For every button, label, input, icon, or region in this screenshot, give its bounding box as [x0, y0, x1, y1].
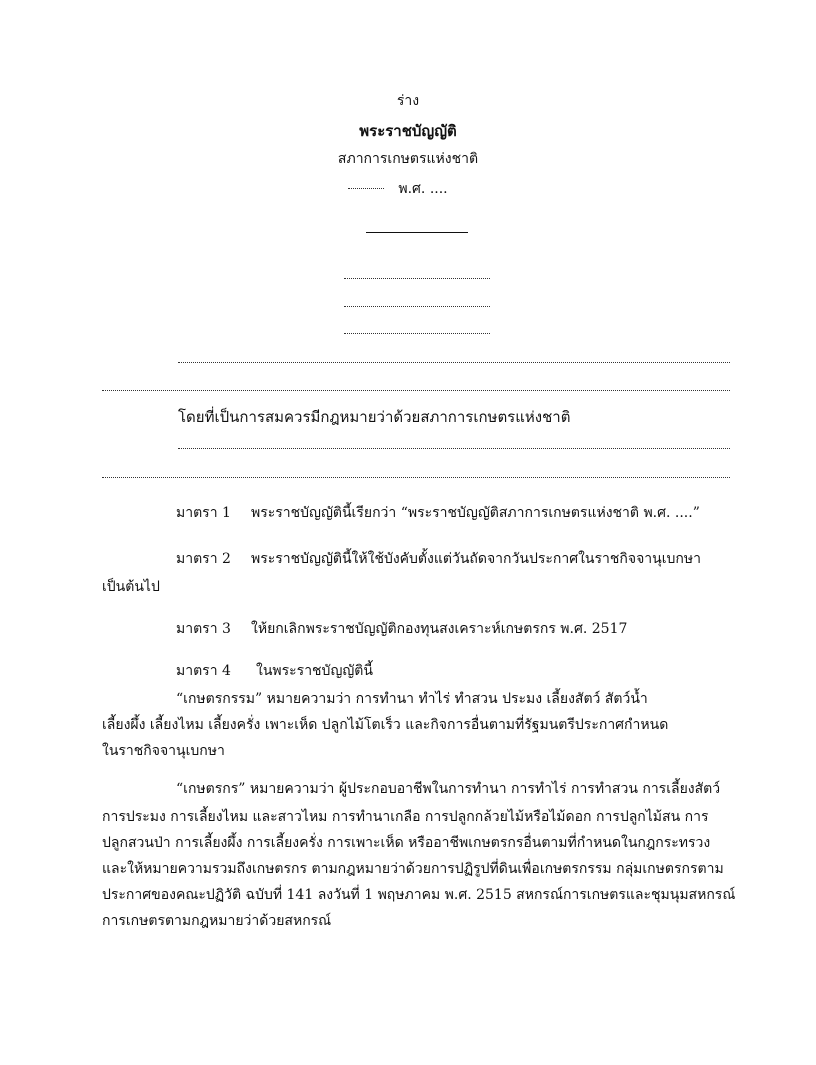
section-1-label: มาตรา 1 — [176, 505, 231, 521]
definition-agriculture-line: เลี้ยงผึ้ง เลี้ยงไหม เลี้ยงครั่ง เพาะเห็ด ปลูกไม้โตเร็ว และกิจการอื่นตามที่รัฐมนตรีประกาศกำหนด — [102, 717, 669, 733]
preamble: โดยที่เป็นการสมควรมีกฎหมายว่าด้วยสภาการเกษตรแห่งชาติ — [178, 408, 571, 426]
title-underline — [366, 232, 468, 233]
blank-line — [344, 278, 490, 279]
section-2-text: พระราชบัญญัตินี้ให้ใช้บังคับตั้งแต่วันถัดจากวันประกาศในราชกิจจานุเบกษา — [251, 551, 701, 567]
definition-farmer-line: การเกษตรตามกฎหมายว่าด้วยสหกรณ์ — [102, 913, 332, 929]
definition-farmer-line: การประมง การเลี้ยงไหม และสาวไหม การทำนาเกลือ การปลูกกล้วยไม้หรือไม้ดอก การปลูกไม้สน การ — [102, 809, 709, 825]
section-4-text: ในพระราชบัญญัตินี้ — [256, 663, 373, 679]
section-4-label: มาตรา 4 — [176, 663, 231, 679]
definition-farmer-line: และให้หมายความรวมถึงเกษตรกร ตามกฎหมายว่าด้วยการปฏิรูปที่ดินเพื่อเกษตรกรรม กลุ่มเกษตรกรตาม — [102, 861, 724, 877]
draft-label: ร่าง — [396, 93, 420, 109]
definition-farmer-line: ประกาศของคณะปฏิวัติ ฉบับที่ 141 ลงวันที่ 1 พฤษภาคม พ.ศ. 2515 สหกรณ์การเกษตรและชุมนุมสหกรณ์ — [102, 887, 736, 903]
document-subtitle: สภาการเกษตรแห่งชาติ — [337, 151, 479, 167]
definition-agriculture-line: ในราชกิจจานุเบกษา — [102, 743, 225, 759]
section-2-label: มาตรา 2 — [176, 551, 231, 567]
year-dots — [348, 188, 384, 189]
section-1-text: พระราชบัญญัตินี้เรียกว่า “พระราชบัญญัติสภาการเกษตรแห่งชาติ พ.ศ. ....” — [251, 505, 700, 521]
definition-farmer-line: ปลูกสวนป่า การเลี้ยงผึ้ง การเลี้ยงครั่ง การเพาะเห็ด หรืออาชีพเกษตรกรอื่นตามที่กำหนดในกฎกระทรวง — [102, 835, 711, 851]
document-year: พ.ศ. .... — [398, 181, 448, 197]
section-2-continuation: เป็นต้นไป — [102, 579, 160, 595]
blank-line — [102, 390, 730, 391]
blank-line — [178, 362, 730, 363]
blank-line — [344, 333, 490, 334]
blank-line — [344, 306, 490, 307]
definition-agriculture-line: “เกษตรกรรม” หมายความว่า การทำนา ทำไร่ ทำสวน ประมง เลี้ยงสัตว์ สัตว์น้ำ — [176, 691, 648, 707]
definition-farmer-line: “เกษตรกร” หมายความว่า ผู้ประกอบอาชีพในการทำนา การทำไร่ การทำสวน การเลี้ยงสัตว์ — [176, 781, 721, 797]
section-3-text: ให้ยกเลิกพระราชบัญญัติกองทุนสงเคราะห์เกษตรกร พ.ศ. 2517 — [251, 621, 628, 637]
blank-line — [178, 448, 730, 449]
document-title: พระราชบัญญัติ — [359, 122, 457, 140]
blank-line — [102, 477, 730, 478]
section-3-label: มาตรา 3 — [176, 621, 231, 637]
